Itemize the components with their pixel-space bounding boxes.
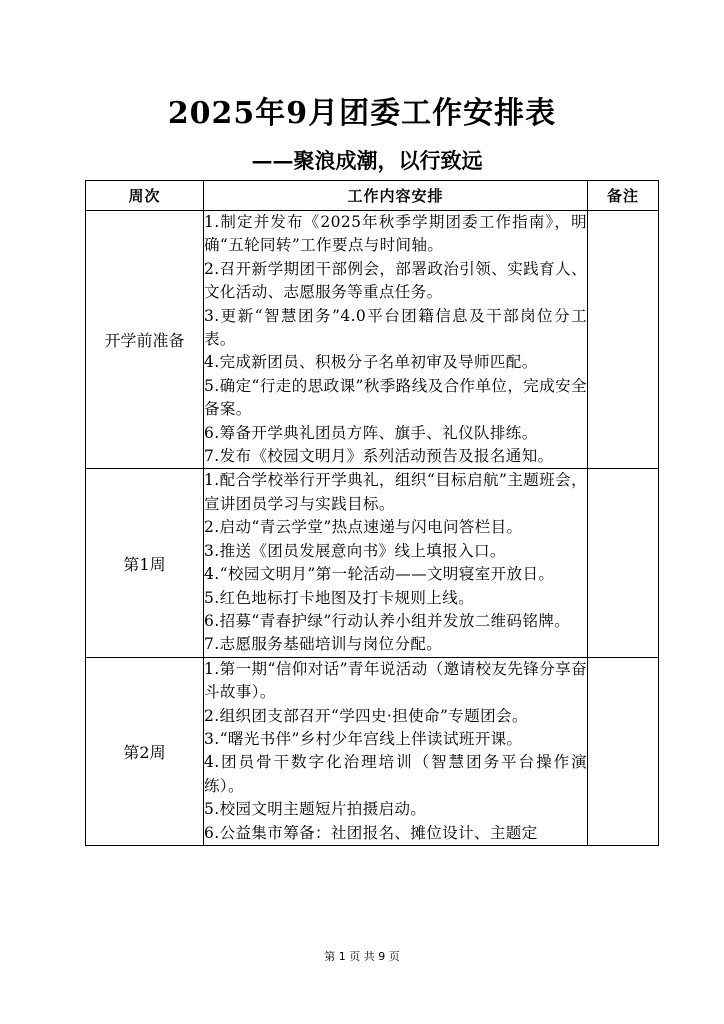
task-item: 2.启动“青云学堂”热点速递与闪电问答栏目。	[204, 518, 523, 537]
document-subtitle: ——聚浪成潮，以行致远	[251, 148, 483, 173]
task-item: 6.公益集市筹备：社团报名、摊位设计、主题定	[204, 823, 538, 842]
task-item: 4.完成新团员、积极分子名单初审及导师匹配。	[204, 353, 538, 372]
content-cell	[204, 469, 588, 657]
week-cell: 第2周	[86, 657, 204, 845]
task-item: 2.召开新学期团干部例会，部署政治引领、实践育人、文化活动、志愿服务等重点任务。	[204, 259, 587, 302]
schedule-table	[85, 180, 659, 846]
task-item: 2.组织团支部召开“学四史·担使命”专题团会。	[204, 706, 528, 725]
content-cell	[204, 657, 588, 845]
header-note: 备注	[588, 181, 659, 211]
week-cell: 第1周	[86, 469, 204, 657]
task-item: 5.红色地标打卡地图及打卡规则上线。	[204, 588, 474, 607]
task-item: 6.筹备开学典礼团员方阵、旗手、礼仪队排练。	[204, 423, 538, 442]
note-cell	[588, 469, 659, 657]
header-week: 周次	[86, 181, 204, 211]
week-cell: 开学前准备	[86, 211, 204, 469]
task-item: 3.更新“智慧团务”4.0平台团籍信息及干部岗位分工表。	[204, 306, 587, 349]
task-item: 6.招募“青春护绿”行动认养小组并发放二维码铭牌。	[204, 611, 571, 630]
table-header-row	[86, 181, 659, 211]
task-item: 4.团员骨干数字化治理培训（智慧团务平台操作演练）。	[204, 753, 587, 795]
header-content: 工作内容安排	[204, 181, 588, 211]
task-item: 5.校园文明主题短片拍摄启动。	[204, 800, 427, 819]
table-row	[86, 211, 659, 469]
note-cell	[588, 657, 659, 845]
content-cell	[204, 211, 588, 469]
task-item: 7.发布《校园文明月》系列活动预告及报名通知。	[204, 447, 554, 466]
page-number: 第 1 页 共 9 页	[324, 950, 400, 963]
task-item: 1.第一期“信仰对话”青年说活动（邀请校友先锋分享奋斗故事）。	[204, 659, 587, 702]
table-row	[86, 657, 659, 845]
table-row	[86, 469, 659, 657]
document-title: 2025年9月团委工作安排表	[167, 96, 557, 131]
task-item: 7.志愿服务基础培训与岗位分配。	[204, 635, 443, 654]
task-item: 3.推送《团员发展意向书》线上填报入口。	[204, 541, 506, 560]
note-cell	[588, 211, 659, 469]
task-item: 5.确定“行走的思政课”秋季路线及合作单位，完成安全备案。	[204, 376, 587, 419]
task-item: 4.“校园文明月”第一轮活动——文明寝室开放日。	[204, 565, 555, 584]
task-item: 3.“曙光书伴”乡村少年宫线上伴读试班开课。	[204, 729, 523, 748]
task-item: 1.配合学校举行开学典礼，组织“目标启航”主题班会，宣讲团员学习与实践目标。	[204, 471, 587, 513]
task-item: 1.制定并发布《2025年秋季学期团委工作指南》，明确“五轮同转”工作要点与时间轴。	[204, 213, 587, 255]
